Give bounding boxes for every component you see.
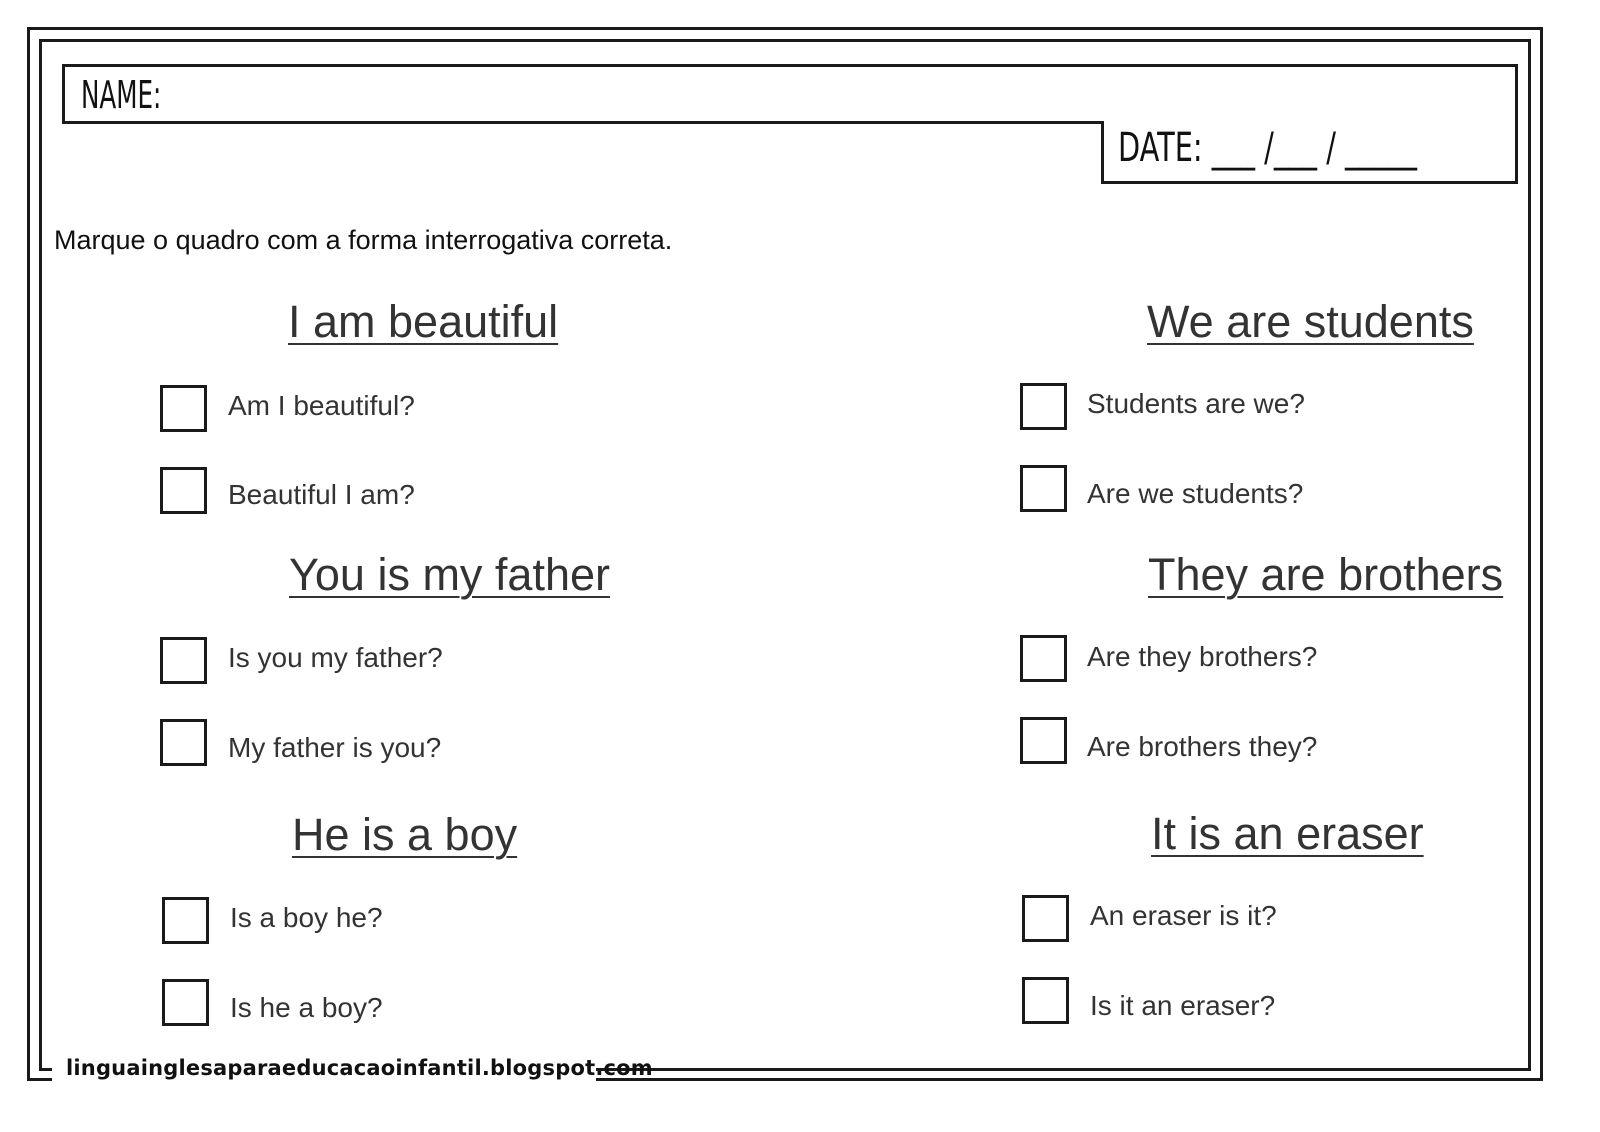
exercise-heading: You is my father bbox=[289, 549, 610, 600]
exercise-heading: I am beautiful bbox=[288, 296, 559, 347]
answer-option: Are they brothers? bbox=[1087, 641, 1318, 672]
answer-checkbox[interactable] bbox=[1020, 383, 1067, 430]
answer-option: Is a boy he? bbox=[230, 902, 383, 933]
answer-option: Am I beautiful? bbox=[228, 390, 415, 421]
answer-checkbox[interactable] bbox=[1022, 895, 1069, 942]
date-label: DATE: ___ /___ / _____ bbox=[1118, 125, 1418, 171]
answer-option: Is you my father? bbox=[228, 642, 443, 673]
answer-option: Students are we? bbox=[1087, 388, 1305, 419]
answer-checkbox[interactable] bbox=[162, 897, 209, 944]
exercise-heading: They are brothers bbox=[1148, 549, 1504, 600]
exercise-heading: It is an eraser bbox=[1151, 808, 1424, 859]
answer-checkbox[interactable] bbox=[162, 979, 209, 1026]
name-field[interactable] bbox=[62, 64, 1518, 124]
answer-checkbox[interactable] bbox=[160, 719, 207, 766]
answer-checkbox[interactable] bbox=[1020, 717, 1067, 764]
exercise-heading: He is a boy bbox=[292, 809, 518, 860]
answer-checkbox[interactable] bbox=[160, 637, 207, 684]
answer-option: An eraser is it? bbox=[1090, 900, 1277, 931]
name-label: NAME: bbox=[81, 73, 162, 117]
answer-checkbox[interactable] bbox=[160, 385, 207, 432]
footer-site-link[interactable]: linguainglesaparaeducacaoinfantil.blogspot.com bbox=[66, 1056, 653, 1080]
exercise-heading: We are students bbox=[1147, 296, 1474, 347]
answer-checkbox[interactable] bbox=[160, 467, 207, 514]
answer-option: Are brothers they? bbox=[1087, 731, 1318, 762]
answer-checkbox[interactable] bbox=[1022, 977, 1069, 1024]
answer-option: My father is you? bbox=[228, 732, 442, 763]
answer-checkbox[interactable] bbox=[1020, 465, 1067, 512]
answer-option: Are we students? bbox=[1087, 478, 1304, 509]
instruction-text: Marque o quadro com a forma interrogativa correta. bbox=[54, 225, 673, 255]
answer-option: Is he a boy? bbox=[230, 992, 383, 1023]
answer-option: Is it an eraser? bbox=[1090, 990, 1276, 1021]
date-field[interactable] bbox=[1101, 121, 1518, 184]
answer-option: Beautiful I am? bbox=[228, 479, 415, 510]
answer-checkbox[interactable] bbox=[1020, 635, 1067, 682]
